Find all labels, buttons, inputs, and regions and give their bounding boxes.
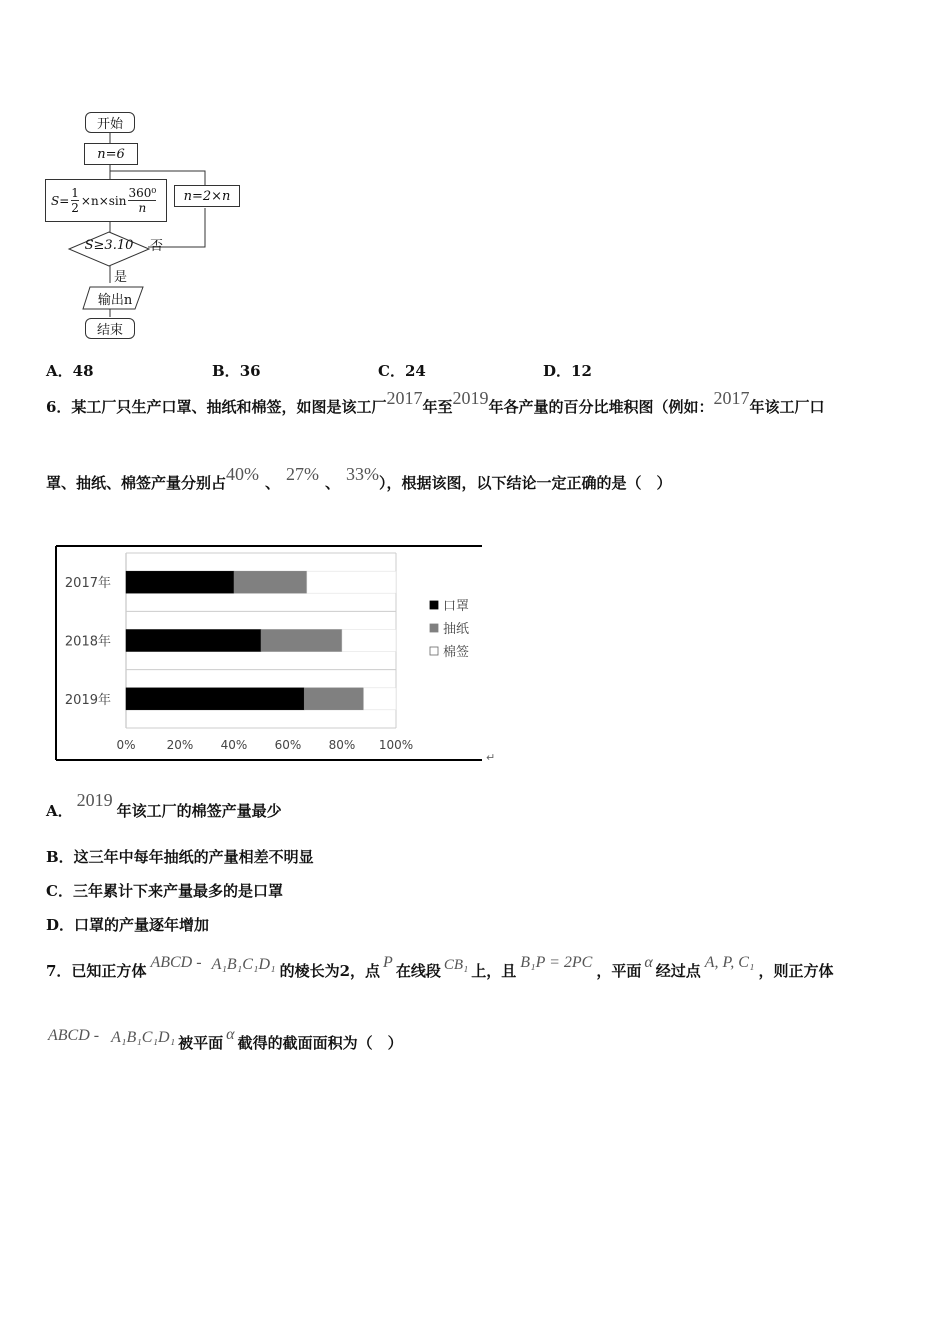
flow-yes-label: 是 (114, 270, 128, 285)
option-text: 12 (571, 362, 592, 380)
legend-swatch (430, 601, 438, 609)
q7-cube-b: ABCD - (48, 1027, 100, 1044)
option-letter: A． (46, 802, 73, 820)
q7-equation: B₁P = 2PC (520, 954, 593, 971)
bar-segment (342, 630, 396, 652)
bar-segment (364, 688, 396, 710)
q7-text: 经过点 (655, 962, 701, 980)
q6-year-2017b: 2017 (713, 388, 750, 408)
flow-decision-label: S≥3.10 (84, 238, 134, 253)
option-text: 24 (404, 362, 426, 380)
formula-lhs: S= (51, 193, 70, 208)
q7-line-1 (46, 954, 834, 981)
q7-alpha: α (644, 954, 653, 971)
q6-pct-1: 40% (226, 464, 260, 484)
q7-point-p: P (383, 954, 393, 971)
q7-text: ，平面 (596, 962, 642, 980)
q6-option-a[interactable] (46, 790, 282, 821)
x-tick-label: 100% (378, 738, 414, 752)
x-tick-label: 80% (328, 738, 356, 752)
flow-no-label: 否 (150, 239, 164, 254)
q6-sep: 、 (265, 474, 281, 492)
legend-swatch (430, 647, 438, 655)
q6-year-2017: 2017 (386, 388, 423, 408)
x-tick-label: 60% (274, 738, 302, 752)
formula-angle-den: n (138, 201, 147, 215)
q7-text: 被平面 (178, 1034, 224, 1052)
bar-segment (234, 571, 307, 593)
bar-segment (126, 630, 261, 652)
category-label: 2018年 (64, 634, 111, 650)
flow-update-label: n=2×n (183, 188, 231, 204)
q6-option-b[interactable]: B．这三年中每年抽纸的产量相差不明显 (46, 848, 314, 866)
legend-label: 棉签 (443, 645, 470, 660)
option-text: 年该工厂的棉签产量最少 (116, 802, 282, 820)
q6-option-d[interactable]: D．口罩的产量逐年增加 (46, 916, 210, 934)
legend-swatch (430, 624, 438, 632)
x-tick-label: 0% (116, 738, 136, 752)
flow-output-label: 输出n (97, 293, 133, 308)
option-text: 48 (72, 362, 94, 380)
q7-alpha-b: α (226, 1026, 235, 1043)
q7-text: ，则正方体 (758, 962, 834, 980)
bar-segment (126, 571, 234, 593)
q6-text: 6．某工厂只生产口罩、抽纸和棉签，如图是该工厂 (46, 398, 387, 416)
q7-cube2-b: A₁B₁C₁D₁ (111, 1029, 176, 1046)
x-tick-label: 20% (166, 738, 194, 752)
flow-start-label: 开始 (96, 117, 123, 132)
q7-points: A, P, C₁ (704, 954, 755, 971)
formula-mid: ×n×sin (80, 193, 127, 208)
flow-init-label: n=6 (97, 146, 125, 162)
bar-segment (261, 630, 342, 652)
q7-cube: ABCD - (150, 954, 202, 971)
q6-text: 罩、抽纸、棉签产量分别占 (46, 474, 227, 492)
q6-pct-3: 33% (346, 464, 380, 484)
q7-text: 7．已知正方体 (46, 962, 147, 980)
legend-label: 抽纸 (443, 622, 470, 637)
q6-opt-a-year: 2019 (76, 790, 113, 810)
flow-end-label: 结束 (96, 323, 123, 338)
option-text: 36 (239, 362, 261, 380)
q6-pct-2: 27% (286, 464, 320, 484)
bar-segment (126, 688, 304, 710)
category-label: 2017年 (64, 576, 111, 592)
legend-label: 口罩 (443, 599, 470, 614)
q6-text: 年各产量的百分比堆积图（例如： (488, 398, 714, 416)
bar-segment (304, 688, 363, 710)
bar-segment (307, 571, 396, 593)
formula-den: 2 (71, 201, 79, 215)
q7-cube2: A₁B₁C₁D₁ (211, 956, 276, 973)
q6-option-c[interactable]: C．三年累计下来产量最多的是口罩 (46, 882, 283, 900)
q6-text: 年该工厂口 (749, 398, 825, 416)
q7-text: 在线段 (395, 962, 441, 980)
q7-text: 截得的截面面积为（ ） (237, 1034, 403, 1052)
q7-text: 的棱长为2，点 (279, 962, 381, 980)
option-letter: A． (46, 362, 73, 380)
option-letter: D． (543, 362, 572, 380)
q6-sep: 、 (325, 474, 341, 492)
q7-segment: CB₁ (443, 957, 469, 973)
q6-text: 年至 (422, 398, 453, 416)
formula-num: 1 (71, 186, 79, 200)
q7-text: 上，且 (471, 962, 517, 980)
x-tick-label: 40% (220, 738, 248, 752)
return-mark: ↵ (486, 751, 496, 764)
q7-line-2 (48, 1026, 403, 1053)
category-label: 2019年 (64, 692, 111, 708)
option-letter: C． (378, 362, 405, 380)
q6-year-2019: 2019 (452, 388, 489, 408)
formula-angle: 360⁰ (128, 186, 157, 200)
q6-text: ），根据该图，以下结论一定正确的是（ ） (379, 474, 672, 492)
option-letter: B． (212, 362, 240, 380)
